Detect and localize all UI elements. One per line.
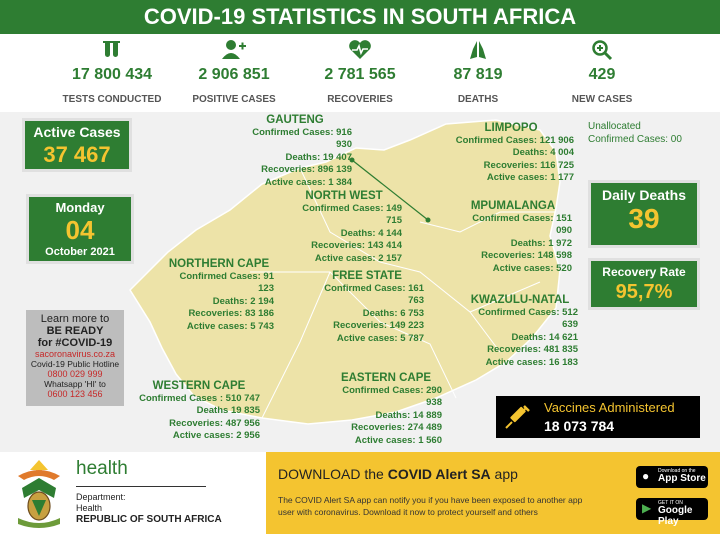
province-mpumalanga <box>454 200 572 275</box>
app-description-line1: The COVID Alert SA app can notify you if you have been exposed to another app <box>278 495 583 505</box>
google-play-label: Google Play <box>658 505 693 527</box>
department-label: Department: <box>76 492 126 502</box>
magnifier-plus-icon <box>542 38 662 62</box>
province-deaths: Deaths 19 835 <box>196 405 260 416</box>
unallocated-value: Confirmed Cases: 00 <box>588 134 682 145</box>
date-box <box>26 194 134 264</box>
app-description-line2: user with coronavirus. Download it now to protect yourself and others <box>278 507 538 517</box>
province-deaths: Deaths: 4 004 <box>512 147 574 158</box>
vaccines-value: 18 073 784 <box>544 418 615 434</box>
province-name: GAUTENG <box>266 114 324 126</box>
province-limpopo <box>448 122 574 185</box>
unallocated-cases <box>588 120 682 146</box>
info-line2: BE READY <box>46 325 104 337</box>
app-store-label: App Store <box>658 473 706 484</box>
website-link[interactable]: sacoronavirus.co.za <box>34 349 116 359</box>
page-title: COVID-19 STATISTICS IN SOUTH AFRICA <box>0 0 720 34</box>
stat-value: 2 906 851 <box>198 66 270 83</box>
province-recoveries: Recoveries: 274 489 <box>351 422 442 433</box>
province-active: Active cases: 2 956 <box>172 430 260 441</box>
province-name: NORTHERN CAPE <box>168 258 270 270</box>
google-play-small: GET IT ON <box>658 500 683 506</box>
province-deaths: Deaths: 2 194 <box>212 295 274 307</box>
stat-deaths <box>418 38 538 105</box>
department-name <box>76 492 222 525</box>
province-active: Active cases: 5 743 <box>186 320 274 332</box>
google-play-button[interactable] <box>636 498 708 527</box>
province-confirmed: Confirmed Cases: 512 639 <box>478 306 578 330</box>
province-deaths: Deaths: 14 621 <box>511 331 578 343</box>
province-recoveries: Recoveries: 83 186 <box>188 308 274 319</box>
province-active: Active cases: 1 384 <box>264 176 352 188</box>
active-cases-label: Active Cases <box>33 124 121 140</box>
hotline-number[interactable]: 0800 029 999 <box>47 369 103 379</box>
province-confirmed: Confirmed Cases: 121 906 <box>455 134 574 146</box>
syringe-icon <box>502 402 532 437</box>
province-active: Active cases: 16 183 <box>485 356 578 368</box>
province-name: MPUMALANGA <box>470 200 556 212</box>
stat-new-cases <box>542 38 662 105</box>
info-box <box>26 310 124 406</box>
stat-value: 2 781 565 <box>324 66 396 83</box>
vaccines-box <box>496 396 700 438</box>
heart-pulse-icon <box>300 38 420 62</box>
health-wordmark: health <box>76 458 128 479</box>
vaccines-label: Vaccines Administered <box>544 400 675 415</box>
province-eastern-cape <box>330 372 442 447</box>
info-line1: Learn more to <box>40 313 110 325</box>
app-store-small: Download on the <box>658 468 696 474</box>
stat-value: 429 <box>588 66 616 83</box>
app-title-suffix: app <box>490 466 518 482</box>
province-active: Active cases: 1 177 <box>486 172 574 183</box>
recovery-rate-label: Recovery Rate <box>602 265 686 279</box>
province-confirmed: Confirmed Cases: 91 123 <box>179 270 274 294</box>
province-gauteng <box>238 114 352 189</box>
recovery-rate-value: 95,7% <box>615 281 673 303</box>
stat-label: TESTS CONDUCTED <box>62 94 162 105</box>
daily-deaths-label: Daily Deaths <box>601 187 687 203</box>
active-cases-value: 37 467 <box>43 142 111 167</box>
province-confirmed: Confirmed Cases: 149 715 <box>302 202 402 226</box>
whatsapp-label: Whatsapp 'HI' to <box>44 379 106 389</box>
province-active: Active cases: 2 157 <box>314 252 402 264</box>
province-confirmed: Confirmed Cases: 916 930 <box>252 126 352 150</box>
province-name: KWAZULU-NATAL <box>470 294 570 306</box>
stat-label: DEATHS <box>457 94 499 105</box>
stat-label: RECOVERIES <box>327 94 393 105</box>
province-recoveries: Recoveries: 481 835 <box>487 344 578 355</box>
province-confirmed: Confirmed Cases: 151 090 <box>472 212 572 236</box>
date-day: 04 <box>65 215 95 245</box>
daily-deaths-value: 39 <box>628 203 660 234</box>
province-deaths: Deaths: 14 889 <box>375 409 442 421</box>
province-recoveries: Recoveries: 116 725 <box>483 159 574 171</box>
app-description <box>278 494 628 518</box>
province-name: WESTERN CAPE <box>152 380 246 392</box>
stat-tests <box>52 38 172 105</box>
unallocated-label: Unallocated <box>588 121 641 132</box>
app-title <box>278 466 518 482</box>
province-name: FREE STATE <box>332 270 402 282</box>
stats-bar <box>0 34 720 112</box>
province-confirmed: Confirmed Cases: 161 763 <box>324 282 424 306</box>
user-add-icon <box>174 38 294 62</box>
province-deaths: Deaths: 6 753 <box>362 307 424 319</box>
province-recoveries: Recoveries: 148 598 <box>481 250 572 261</box>
recovery-rate-box <box>588 258 700 310</box>
info-line3: for #COVID-19 <box>37 337 113 349</box>
department-health: Health <box>76 503 103 513</box>
province-deaths: Deaths: 4 144 <box>340 227 402 239</box>
province-confirmed: Confirmed Cases: 290 938 <box>342 384 442 408</box>
province-deaths: Deaths: 1 972 <box>510 237 572 249</box>
province-recoveries: Recoveries: 143 414 <box>311 240 402 251</box>
province-recoveries: Recoveries: 487 956 <box>169 417 260 429</box>
hotline-label: Covid-19 Public Hotline <box>30 359 120 369</box>
daily-deaths-box <box>588 180 700 248</box>
app-store-button[interactable] <box>636 466 708 488</box>
play-icon: ▶ <box>642 501 652 515</box>
coat-of-arms-logo <box>12 458 66 537</box>
province-name: LIMPOPO <box>484 122 538 134</box>
stat-value: 17 800 434 <box>71 66 153 83</box>
province-confirmed: Confirmed Cases : 510 747 <box>139 392 260 404</box>
province-north-west <box>286 190 402 265</box>
province-name: EASTERN CAPE <box>340 372 432 384</box>
province-name: NORTH WEST <box>305 190 383 202</box>
stat-label: NEW CASES <box>571 94 633 105</box>
province-recoveries: Recoveries: 149 223 <box>333 320 424 331</box>
country-name: REPUBLIC OF SOUTH AFRICA <box>76 514 222 525</box>
date-weekday: Monday <box>55 200 105 215</box>
praying-hands-icon <box>418 38 538 62</box>
active-cases-box <box>22 118 132 172</box>
province-kwazulu-natal <box>462 294 578 369</box>
stat-recoveries <box>300 38 420 105</box>
province-active: Active cases: 5 787 <box>336 332 424 344</box>
province-northern-cape <box>164 258 274 333</box>
app-download-banner <box>266 452 720 534</box>
stat-positive <box>174 38 294 105</box>
province-recoveries: Recoveries: 896 139 <box>261 164 352 175</box>
date-month-year: October 2021 <box>45 246 115 258</box>
stat-value: 87 819 <box>453 66 503 83</box>
province-active: Active cases: 1 560 <box>354 434 442 446</box>
test-tube-icon <box>52 38 172 62</box>
whatsapp-number[interactable]: 0600 123 456 <box>47 389 103 399</box>
province-free-state <box>310 270 424 345</box>
app-title-name: COVID Alert SA <box>387 466 491 482</box>
province-western-cape <box>138 380 260 443</box>
app-title-prefix: DOWNLOAD the <box>278 466 388 482</box>
apple-icon: ● <box>642 469 650 483</box>
province-deaths: Deaths: 19 407 <box>285 151 352 163</box>
province-active: Active cases: 520 <box>492 262 572 274</box>
stat-label: POSITIVE CASES <box>192 94 276 105</box>
